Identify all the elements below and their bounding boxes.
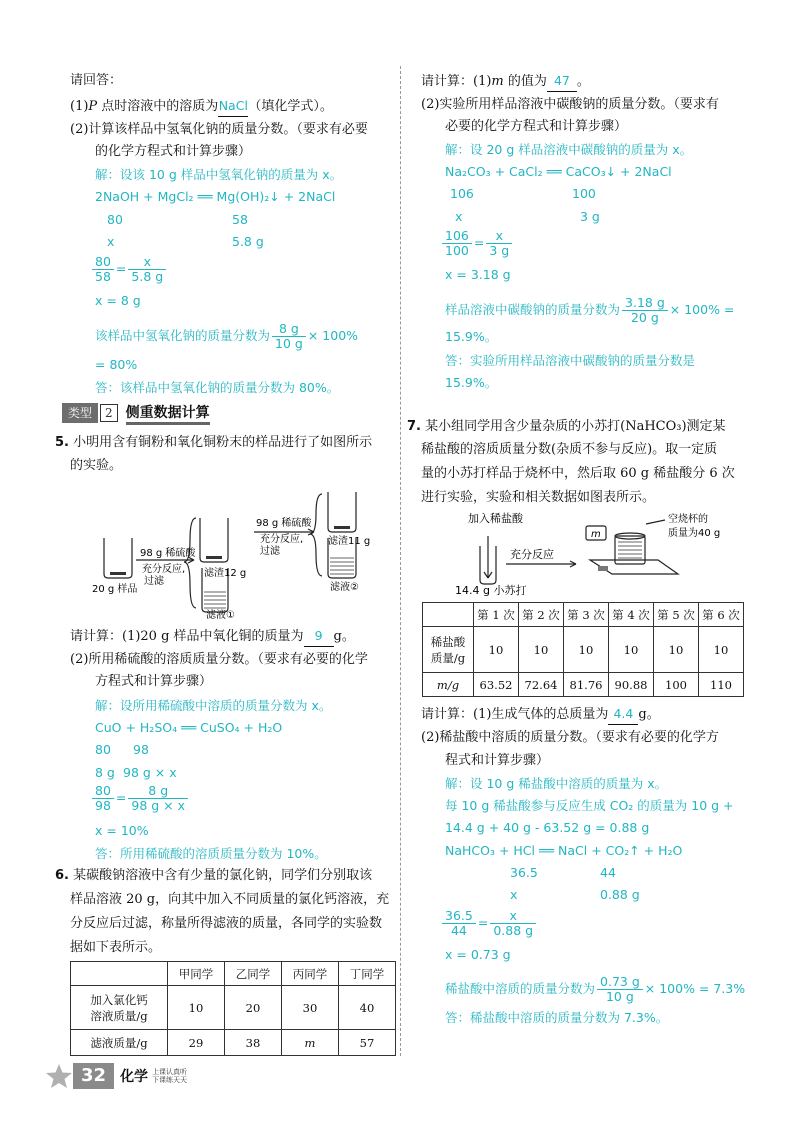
svg-text:滤渣12 g: 滤渣12 g — [204, 568, 247, 579]
s7-result: x = 0.73 g — [445, 947, 511, 962]
s7-percent: 稀盐酸中溶质的质量分数为 $\frac{0.73 g}{10 g}$ × 100% = 7.3% — [445, 974, 746, 1004]
s5-8g: 8 g — [95, 765, 115, 780]
q6-part1: 请计算：(1)m 的值为 47 。 — [421, 72, 590, 92]
s7-line2: 每 10 g 稀盐酸参与反应生成 CO₂ 的质量为 10 g + — [445, 798, 734, 813]
svg-text:20 g 样品: 20 g 样品 — [92, 584, 138, 595]
s7-line1: 解：设 10 g 稀盐酸中溶质的质量为 x。 — [445, 776, 668, 791]
page-footer — [45, 1063, 187, 1089]
q6-answer-blank: 47 — [553, 73, 570, 88]
q7-part1: 请计算：(1)生成气体的总质量为 4.4 g。 — [421, 705, 660, 725]
s5-mass80: 80 — [95, 742, 111, 757]
q5-experiment-figure — [90, 480, 390, 620]
q5-part1: 请计算：(1)20 g 样品中氧化铜的质量为 9 g。 — [70, 627, 355, 647]
s5-mass98: 98 — [133, 742, 149, 757]
s6-result: x = 3.18 g — [445, 267, 511, 282]
s6-equation: Na₂CO₃ + CaCl₂ ══ CaCO₃↓ + 2NaCl — [445, 164, 672, 179]
q6-stem-line4: 据如下表所示。 — [70, 940, 162, 955]
q7-part2-line1: (2)稀盐酸中溶质的质量分数。（要求有必要的化学方 — [421, 730, 719, 745]
svg-text:加入稀盐酸: 加入稀盐酸 — [468, 512, 523, 525]
q7-part2-line2: 程式和计算步骤） — [445, 753, 550, 768]
q4-answer-blank: NaCl — [218, 98, 248, 113]
s5-proportion: $\frac{80}{98}$ = $\frac{8 g}{98 g \times x}$ — [90, 784, 190, 813]
s4-result: x = 8 g — [95, 293, 141, 308]
svg-text:滤渣11 g: 滤渣11 g — [328, 536, 371, 547]
q6-part2-line1: (2)实验所用样品溶液中碳酸钠的质量分数。（要求有 — [421, 97, 719, 112]
q5-stem-line2: 的实验。 — [70, 458, 123, 473]
q7-experiment-figure — [450, 508, 750, 600]
q7-stem-line1: 7. 某小组同学用含少量杂质的小苏打(NaHCO₃)测定某 — [407, 419, 726, 434]
s4-mass58: 58 — [232, 212, 248, 227]
s4-5.8g: 5.8 g — [232, 234, 264, 249]
s6-line1: 解：设 20 g 样品溶液中碳酸钠的质量为 x。 — [445, 142, 693, 157]
s6-percent: 样品溶液中碳酸钠的质量分数为 $\frac{3.18 g}{20 g}$ × 100% = — [445, 295, 735, 325]
q7-data-table: 第 1 次 第 2 次 第 3 次 第 4 次 第 5 次 第 6 次 稀盐酸 质量/g 10 10 10 10 10 10 m/g 63.52 72.64 81.76 90.88 100 110 — [422, 602, 744, 697]
s7-equation: NaHCO₃ + HCl ══ NaCl + CO₂↑ + H₂O — [445, 843, 683, 858]
s4-x: x — [107, 234, 115, 249]
s6-3g: 3 g — [580, 209, 600, 224]
s7-answer: 答：稀盐酸中溶质的质量分数为 7.3%。 — [445, 1010, 669, 1025]
svg-text:充分反应: 充分反应 — [510, 548, 554, 561]
column-divider — [400, 66, 401, 1056]
q6-stem-line3: 分反应后过滤，称量所得滤液的质量，各同学的实验数 — [70, 916, 383, 931]
q6-stem-line1: 6. 某碳酸钠溶液中含有少量的氯化钠，同学们分别取该 — [55, 868, 373, 883]
svg-text:质量为40 g: 质量为40 g — [668, 528, 721, 539]
q4-part2-line2: 的化学方程式和计算步骤） — [95, 144, 252, 159]
q7-stem-line3: 量的小苏打样品于烧杯中，然后取 60 g 稀盐酸分 6 次 — [421, 466, 735, 481]
s5-line1: 解：设所用稀硫酸中溶质的质量分数为 x。 — [95, 698, 332, 713]
q4-intro: 请回答： — [70, 73, 123, 88]
s4-mass80: 80 — [107, 212, 123, 227]
footer-slogan: 上课认真听 下课练天天 — [152, 1068, 188, 1084]
s5-equation: CuO + H₂SO₄ ══ CuSO₄ + H₂O — [95, 720, 283, 735]
s7-0.88g: 0.88 g — [600, 887, 640, 902]
s4-answer: 答：该样品中氢氧化钠的质量分数为 80%。 — [95, 380, 340, 395]
s4-equation: 2NaOH + MgCl₂ ══ Mg(OH)₂↓ + 2NaCl — [95, 189, 336, 204]
svg-text:98 g 稀硫酸: 98 g 稀硫酸 — [256, 518, 312, 529]
s5-98gx: 98 g × x — [123, 765, 177, 780]
svg-text:空烧杯的: 空烧杯的 — [668, 514, 708, 525]
footer-subject: 化学 — [120, 1069, 149, 1085]
s4-line1: 解：设该 10 g 样品中氢氧化钠的质量为 x。 — [95, 167, 343, 182]
s6-answer-line2: 15.9%。 — [445, 375, 498, 390]
s5-result: x = 10% — [95, 823, 149, 838]
s7-mass44: 44 — [600, 865, 616, 880]
svg-text:过滤: 过滤 — [144, 576, 164, 587]
svg-text:98 g 稀硫酸: 98 g 稀硫酸 — [140, 548, 196, 559]
page-number: 32 — [73, 1063, 114, 1089]
s6-mass106: 106 — [450, 186, 474, 201]
q7-answer-blank: 4.4 — [613, 706, 634, 721]
svg-text:充分反应,: 充分反应, — [260, 534, 304, 545]
s4-percent: 该样品中氢氧化钠的质量分数为 $\frac{8 g}{10 g}$ × 100% — [95, 321, 359, 351]
q6-stem-line2: 样品溶液 20 g，向其中加入不同质量的氯化钙溶液，充 — [70, 892, 390, 907]
q5-stem-line1: 5. 小明用含有铜粉和氧化铜粉末的样品进行了如图所示 — [55, 435, 373, 450]
q6-part2-line2: 必要的化学方程式和计算步骤） — [445, 119, 628, 134]
svg-text:过滤: 过滤 — [260, 546, 280, 557]
q4-part1: (1)P 点时溶液中的溶质为NaCl（填化学式）。 — [70, 97, 333, 117]
svg-text:充分反应,: 充分反应, — [142, 564, 186, 575]
s7-line3: 14.4 g + 40 g - 63.52 g = 0.88 g — [445, 820, 650, 835]
s6-x: x — [455, 209, 463, 224]
svg-text:m: m — [591, 529, 601, 540]
svg-text:14.4 g 小苏打: 14.4 g 小苏打 — [455, 584, 527, 597]
q7-stem-line4: 进行实验，实验和相关数据如图表所示。 — [421, 490, 656, 505]
s6-mass100: 100 — [572, 186, 596, 201]
s6-answer-line1: 答：实验所用样品溶液中碳酸钠的质量分数是 — [445, 353, 696, 368]
q5-part2-line2: 方程式和计算步骤） — [95, 674, 213, 689]
q7-stem-line2: 稀盐酸的溶质质量分数(杂质不参与反应)。取一定质 — [421, 442, 718, 457]
q4-part2-line1: (2)计算该样品中氢氧化钠的质量分数。（要求有必要 — [70, 122, 368, 137]
s5-answer: 答：所用稀硫酸的溶质质量分数为 10%。 — [95, 846, 327, 861]
section-header: 类型 2 侧重数据计算 — [62, 403, 210, 423]
s6-percent-result: 15.9%。 — [445, 329, 498, 344]
s7-proportion: $\frac{36.5}{44}$ = $\frac{x}{0.88 g}$ — [440, 909, 538, 938]
s7-x: x — [510, 887, 518, 902]
s4-proportion: $\frac{80}{58}$ = $\frac{x}{5.8 g}$ — [90, 255, 168, 284]
s7-mass36.5: 36.5 — [510, 865, 538, 880]
svg-text:滤液②: 滤液② — [330, 582, 359, 593]
q6-data-table: 甲同学 乙同学 丙同学 丁同学 加入氯化钙 溶液质量/g 10 20 30 40 滤液质量/g 29 38 m 57 — [70, 961, 396, 1056]
s4-percent-result: = 80% — [95, 357, 138, 372]
star-badge-icon — [45, 1063, 73, 1089]
svg-text:滤液①: 滤液① — [206, 610, 235, 620]
q5-part2-line1: (2)所用稀硫酸的溶质质量分数。（要求有必要的化学 — [70, 652, 368, 667]
s6-proportion: $\frac{106}{100}$ = $\frac{x}{3 g}$ — [440, 229, 514, 258]
q5-answer-blank: 9 — [314, 628, 323, 643]
